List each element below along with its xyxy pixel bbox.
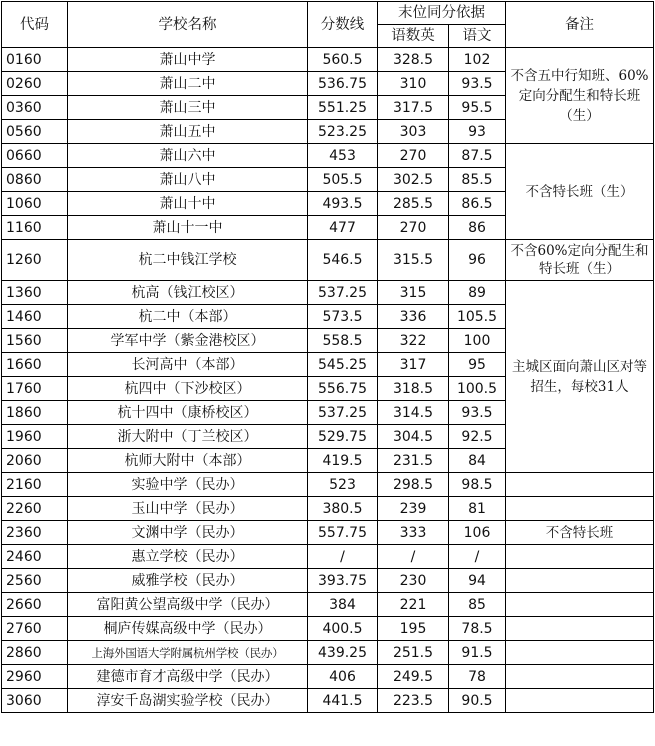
score-cell: 505.5 [308,168,378,192]
note-cell-empty [506,593,654,617]
table-row [2,593,654,617]
code-cell: 1160 [2,216,68,240]
yushuying-cell: 251.5 [378,641,449,665]
school-name-cell: 杭四中（下沙校区） [68,377,308,401]
school-name-cell: 威雅学校（民办） [68,569,308,593]
note-cell-empty [506,569,654,593]
code-cell: 2460 [2,545,68,569]
school-name-cell: 萧山三中 [68,96,308,120]
school-name-cell: 萧山二中 [68,72,308,96]
score-cell: 493.5 [308,192,378,216]
yushuying-cell: 328.5 [378,48,449,72]
code-cell: 2260 [2,497,68,521]
yuwen-cell: 78 [449,665,506,689]
table-row [2,281,654,305]
yushuying-cell: 298.5 [378,473,449,497]
yuwen-cell: 93.5 [449,401,506,425]
school-name-cell: 学军中学（紫金港校区） [68,329,308,353]
table-row [2,144,654,168]
school-name-cell: 建德市育才高级中学（民办） [68,665,308,689]
yuwen-cell: 100 [449,329,506,353]
score-cell: / [308,545,378,569]
yuwen-cell: 84 [449,449,506,473]
score-cell: 380.5 [308,497,378,521]
admission-score-table [1,1,654,713]
school-name-cell: 玉山中学（民办） [68,497,308,521]
yuwen-cell: 92.5 [449,425,506,449]
yushuying-cell: 270 [378,216,449,240]
yuwen-cell: 98.5 [449,473,506,497]
note-cell-empty [506,497,654,521]
yushuying-cell: 230 [378,569,449,593]
yushuying-cell: 303 [378,120,449,144]
yuwen-cell: 95 [449,353,506,377]
code-cell: 2360 [2,521,68,545]
table-row [2,665,654,689]
score-cell: 441.5 [308,689,378,713]
yuwen-cell: 96 [449,240,506,281]
school-name-cell: 富阳黄公望高级中学（民办） [68,593,308,617]
school-name-cell: 杭二中（本部） [68,305,308,329]
table-row [2,641,654,665]
code-cell: 2760 [2,617,68,641]
yushuying-cell: 310 [378,72,449,96]
school-name-cell: 实验中学（民办） [68,473,308,497]
score-cell: 537.25 [308,281,378,305]
yushuying-cell: 195 [378,617,449,641]
score-cell: 419.5 [308,449,378,473]
school-name-cell: 惠立学校（民办） [68,545,308,569]
score-cell: 551.25 [308,96,378,120]
school-name-cell: 萧山六中 [68,144,308,168]
code-cell: 0660 [2,144,68,168]
code-cell: 2560 [2,569,68,593]
code-cell: 1760 [2,377,68,401]
yuwen-cell: 90.5 [449,689,506,713]
yushuying-cell: / [378,545,449,569]
code-cell: 0360 [2,96,68,120]
yushuying-cell: 317 [378,353,449,377]
yushuying-cell: 239 [378,497,449,521]
table-row [2,569,654,593]
code-cell: 0160 [2,48,68,72]
code-cell: 1960 [2,425,68,449]
header-tie-break-basis: 末位同分依据 [378,2,506,25]
code-cell: 0560 [2,120,68,144]
score-cell: 453 [308,144,378,168]
table-row [2,617,654,641]
note-cell-empty [506,617,654,641]
note-cell-empty [506,641,654,665]
yuwen-cell: 86 [449,216,506,240]
note-cell: 不含60%定向分配生和特长班（生） [506,240,654,281]
yushuying-cell: 333 [378,521,449,545]
note-cell: 主城区面向萧山区对等招生，每校31人 [506,281,654,473]
score-cell: 400.5 [308,617,378,641]
header-note: 备注 [506,2,654,48]
score-cell: 546.5 [308,240,378,281]
code-cell: 2660 [2,593,68,617]
score-cell: 523 [308,473,378,497]
table-row [2,48,654,72]
school-name-cell: 桐庐传媒高级中学（民办） [68,617,308,641]
header-yuwen: 语文 [449,25,506,48]
yushuying-cell: 315.5 [378,240,449,281]
school-name-cell: 萧山五中 [68,120,308,144]
score-cell: 537.25 [308,401,378,425]
score-cell: 529.75 [308,425,378,449]
code-cell: 1660 [2,353,68,377]
yushuying-cell: 302.5 [378,168,449,192]
school-name-cell: 浙大附中（丁兰校区） [68,425,308,449]
header-score-line: 分数线 [308,2,378,48]
code-cell: 2160 [2,473,68,497]
header-yushuying: 语数英 [378,25,449,48]
school-name-cell: 萧山八中 [68,168,308,192]
code-cell: 2060 [2,449,68,473]
yuwen-cell: 87.5 [449,144,506,168]
table-row [2,521,654,545]
yuwen-cell: 78.5 [449,617,506,641]
code-cell: 1560 [2,329,68,353]
note-cell-empty [506,473,654,497]
school-name-cell: 上海外国语大学附属杭州学校（民办） [68,641,308,665]
yuwen-cell: 81 [449,497,506,521]
school-name-cell: 文渊中学（民办） [68,521,308,545]
code-cell: 1460 [2,305,68,329]
yuwen-cell: 100.5 [449,377,506,401]
score-cell: 536.75 [308,72,378,96]
yuwen-cell: 94 [449,569,506,593]
note-cell: 不含特长班 [506,521,654,545]
table-row [2,497,654,521]
table-row [2,240,654,281]
score-cell: 439.25 [308,641,378,665]
header-code: 代码 [2,2,68,48]
school-name-cell: 杭高（钱江校区） [68,281,308,305]
code-cell: 1360 [2,281,68,305]
code-cell: 2860 [2,641,68,665]
score-cell: 523.25 [308,120,378,144]
note-cell: 不含特长班（生） [506,144,654,240]
yushuying-cell: 315 [378,281,449,305]
yushuying-cell: 231.5 [378,449,449,473]
school-name-cell: 萧山十一中 [68,216,308,240]
school-name-cell: 淳安千岛湖实验学校（民办） [68,689,308,713]
code-cell: 0260 [2,72,68,96]
school-name-cell: 萧山十中 [68,192,308,216]
score-cell: 557.75 [308,521,378,545]
code-cell: 1860 [2,401,68,425]
score-cell: 558.5 [308,329,378,353]
school-name-cell: 萧山中学 [68,48,308,72]
score-cell: 477 [308,216,378,240]
score-cell: 384 [308,593,378,617]
yushuying-cell: 221 [378,593,449,617]
yushuying-cell: 314.5 [378,401,449,425]
yushuying-cell: 336 [378,305,449,329]
yuwen-cell: 102 [449,48,506,72]
note-cell-empty [506,665,654,689]
school-name-cell: 长河高中（本部） [68,353,308,377]
yushuying-cell: 322 [378,329,449,353]
yuwen-cell: 93.5 [449,72,506,96]
yuwen-cell: 91.5 [449,641,506,665]
yuwen-cell: 95.5 [449,96,506,120]
note-cell-empty [506,689,654,713]
yushuying-cell: 270 [378,144,449,168]
yuwen-cell: 85 [449,593,506,617]
note-cell-empty [506,545,654,569]
yushuying-cell: 223.5 [378,689,449,713]
code-cell: 1260 [2,240,68,281]
score-cell: 556.75 [308,377,378,401]
yuwen-cell: 89 [449,281,506,305]
score-cell: 560.5 [308,48,378,72]
table-row [2,545,654,569]
score-cell: 393.75 [308,569,378,593]
yushuying-cell: 249.5 [378,665,449,689]
code-cell: 3060 [2,689,68,713]
yushuying-cell: 304.5 [378,425,449,449]
code-cell: 2960 [2,665,68,689]
code-cell: 1060 [2,192,68,216]
yushuying-cell: 318.5 [378,377,449,401]
note-cell: 不含五中行知班、60%定向分配生和特长班（生） [506,48,654,144]
yuwen-cell: 85.5 [449,168,506,192]
table-row [2,473,654,497]
yuwen-cell: 106 [449,521,506,545]
school-name-cell: 杭二中钱江学校 [68,240,308,281]
school-name-cell: 杭师大附中（本部） [68,449,308,473]
score-cell: 545.25 [308,353,378,377]
yushuying-cell: 317.5 [378,96,449,120]
score-cell: 406 [308,665,378,689]
school-name-cell: 杭十四中（康桥校区） [68,401,308,425]
score-cell: 573.5 [308,305,378,329]
yuwen-cell: 93 [449,120,506,144]
header-school-name: 学校名称 [68,2,308,48]
yuwen-cell: 86.5 [449,192,506,216]
yuwen-cell: 105.5 [449,305,506,329]
code-cell: 0860 [2,168,68,192]
table-row [2,689,654,713]
yushuying-cell: 285.5 [378,192,449,216]
yuwen-cell: / [449,545,506,569]
